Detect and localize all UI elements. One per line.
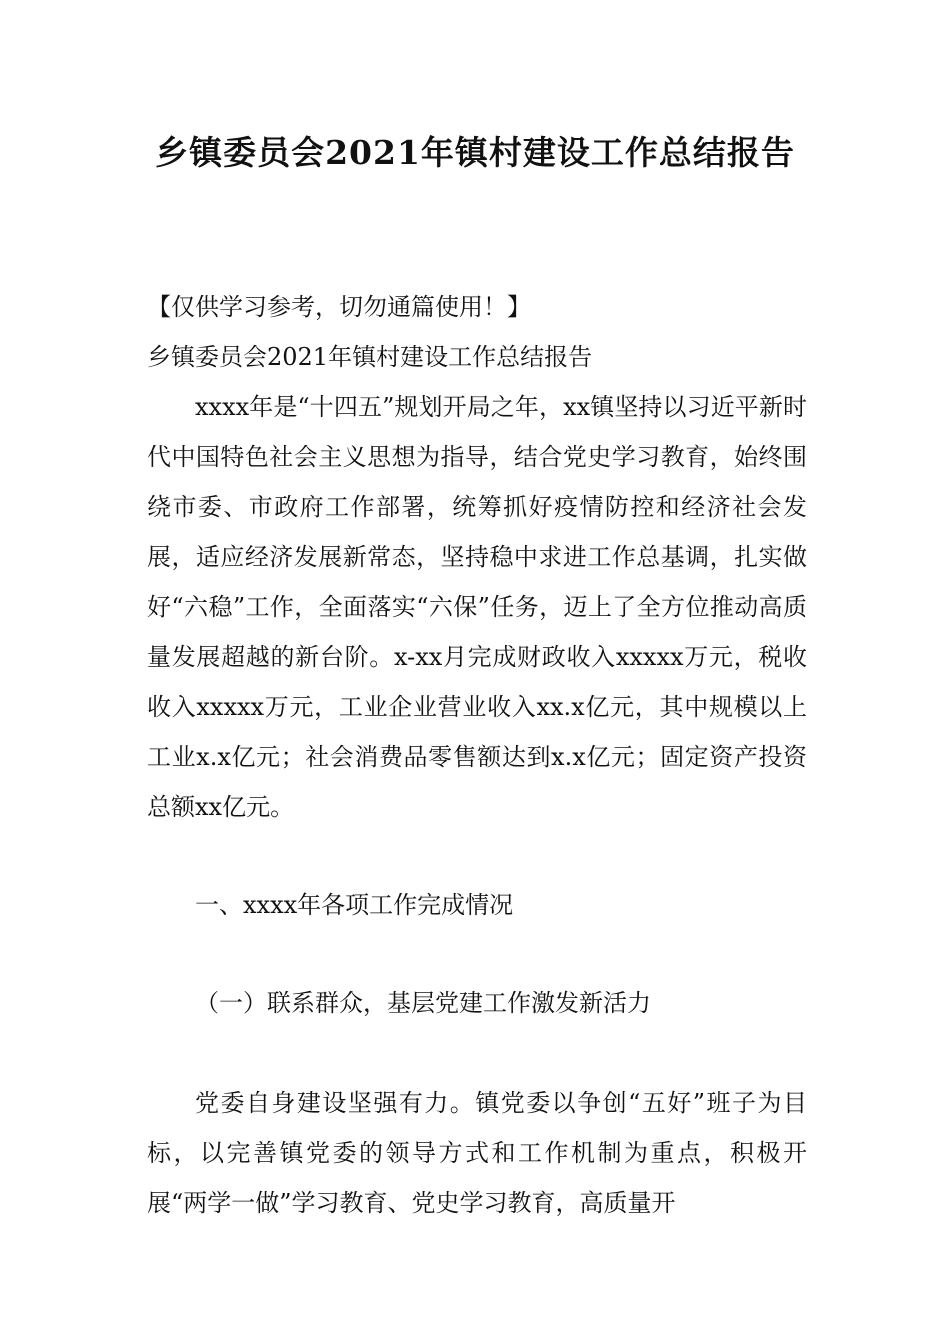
document-title: 乡镇委员会2021年镇村建设工作总结报告: [155, 133, 795, 172]
body-paragraph: 党委自身建设坚强有力。镇党委以争创“五好”班子为目标，以完善镇党委的领导方式和工作机制为重点，积极开展“两学一做”学习教育、党史学习教育，高质量开: [147, 1089, 807, 1217]
intro-paragraph: xxxx年是“十四五”规划开局之年，xx镇坚持以习近平新时代中国特色社会主义思想为指导，结合党史学习教育，始终围绕市委、市政府工作部署，统筹抓好疫情防控和经济社会发展，适应经济发展新常态，坚持稳中求进工作总基调，扎实做好“六稳”工作，全面落实“六保”任务，迈上了全方位推动高质量发展超越的新台阶。x-xx月完成财政收入xxxxx万元，税收收入xxxxx万元，工业企业营业收入xx.x亿元，其中规模以上工业x.x亿元；社会消费品零售额达到x.x亿元；固定资产投资总额xx亿元。: [147, 393, 807, 821]
document-body: [147, 282, 807, 1228]
usage-notice: 【仅供学习参考，切勿通篇使用！】: [147, 293, 531, 321]
document-subtitle: 乡镇委员会2021年镇村建设工作总结报告: [147, 343, 593, 371]
subsection-heading: （一）联系群众，基层党建工作激发新活力: [195, 989, 651, 1017]
section-heading: 一、xxxx年各项工作完成情况: [195, 891, 514, 919]
